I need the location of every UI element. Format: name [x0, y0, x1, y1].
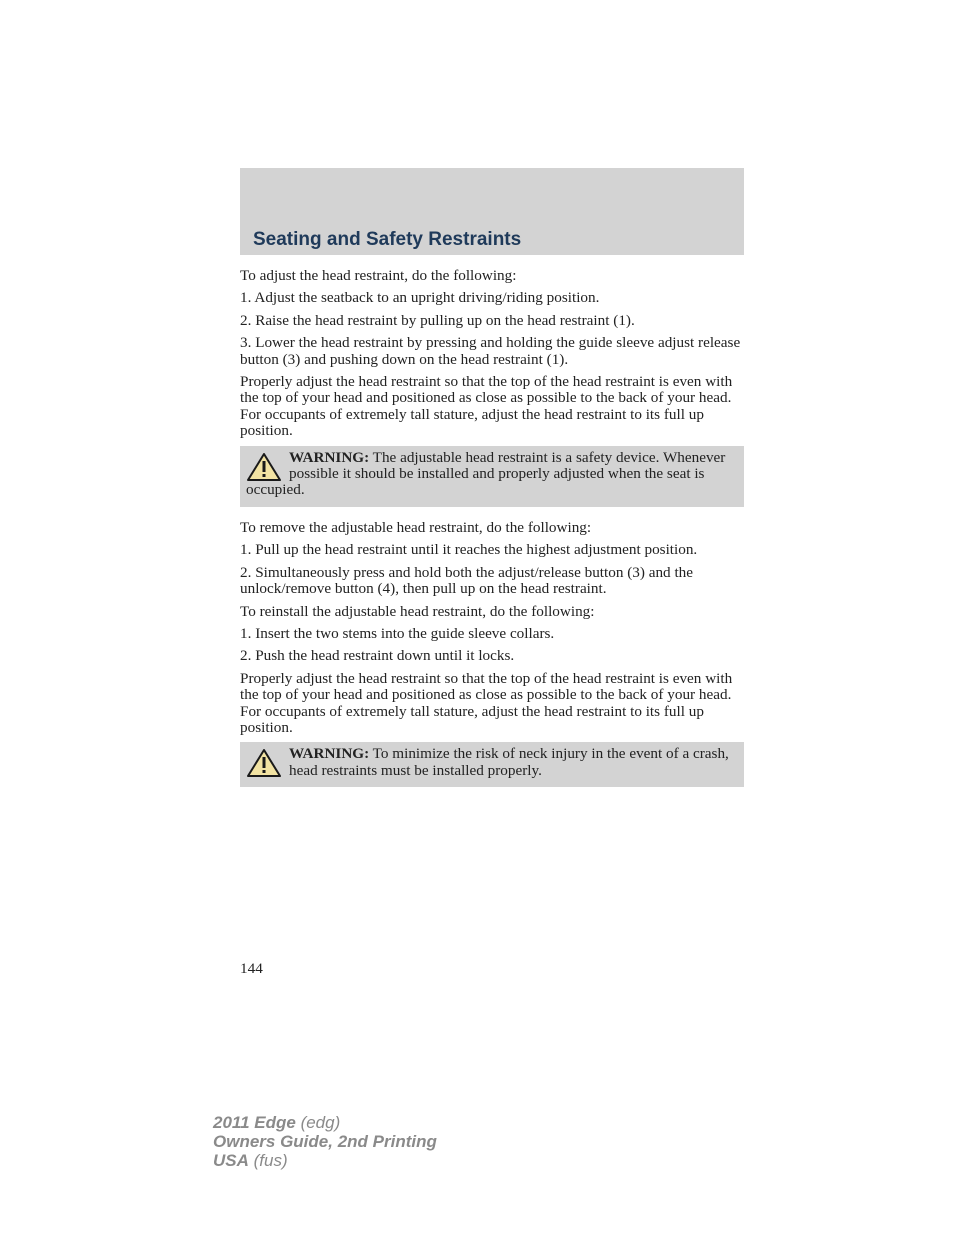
footer-guide: Owners Guide, 2nd Printing [213, 1132, 437, 1151]
footer-market-code: (fus) [248, 1151, 288, 1170]
paragraph: 2. Simultaneously press and hold both the adjust/release button (3) and the unlock/remove button (4), then pull up on the head restraint. [240, 563, 694, 598]
paragraph: Properly adjust the head restraint so that the top of the head restraint is even with the top of your head and positioned as close as possible to the back of your head. For occupants of extremely tall stature, adjust the head restraint to its full up position. [240, 373, 733, 440]
section-title: Seating and Safety Restraints [253, 229, 522, 250]
warning-box [240, 446, 744, 507]
footer-line [213, 1151, 437, 1170]
paragraph: 2. Raise the head restraint by pulling up on the head restraint (1). [240, 311, 635, 329]
page-content [240, 268, 744, 800]
footer [213, 1113, 437, 1170]
warning-body: The adjustable head restraint is a safety device. Whenever possible it should be installed and properly adjusted when the seat is occupied. [246, 448, 726, 499]
footer-model-code: (edg) [295, 1113, 341, 1132]
page-number: 144 [240, 960, 263, 977]
warning-triangle-icon [246, 748, 282, 778]
warning-text [246, 746, 738, 779]
warning-label: WARNING: [289, 448, 370, 466]
warning-body: To minimize the risk of neck injury in the event of a crash, head restraints must be installed properly. [289, 745, 729, 779]
paragraph: 3. Lower the head restraint by pressing and holding the guide sleeve adjust release button (3) and pushing down on the head restraint (1). [240, 334, 741, 368]
paragraph: 1. Insert the two stems into the guide sleeve collars. [240, 624, 555, 642]
paragraph: To adjust the head restraint, do the following: [240, 267, 517, 284]
warning-text [246, 450, 738, 499]
paragraph: Properly adjust the head restraint so that the top of the head restraint is even with the top of your head and positioned as close as possible to the back of your head. For occupants of extremely tall stature, adjust the head restraint to its full up position. [240, 669, 733, 736]
paragraph: To reinstall the adjustable head restraint, do the following: [240, 602, 595, 620]
warning-label: WARNING: [289, 745, 370, 763]
paragraph: 1. Adjust the seatback to an upright driving/riding position. [240, 289, 600, 307]
warning-triangle-icon [246, 452, 282, 482]
paragraph: To remove the adjustable head restraint, do the following: [240, 518, 592, 536]
footer-market: USA [213, 1151, 249, 1170]
footer-line [213, 1113, 437, 1132]
paragraph: 2. Push the head restraint down until it locks. [240, 647, 515, 665]
footer-model: 2011 Edge [213, 1113, 296, 1132]
warning-box [240, 742, 744, 787]
section-header [240, 168, 744, 255]
paragraph: 1. Pull up the head restraint until it reaches the highest adjustment position. [240, 541, 698, 559]
